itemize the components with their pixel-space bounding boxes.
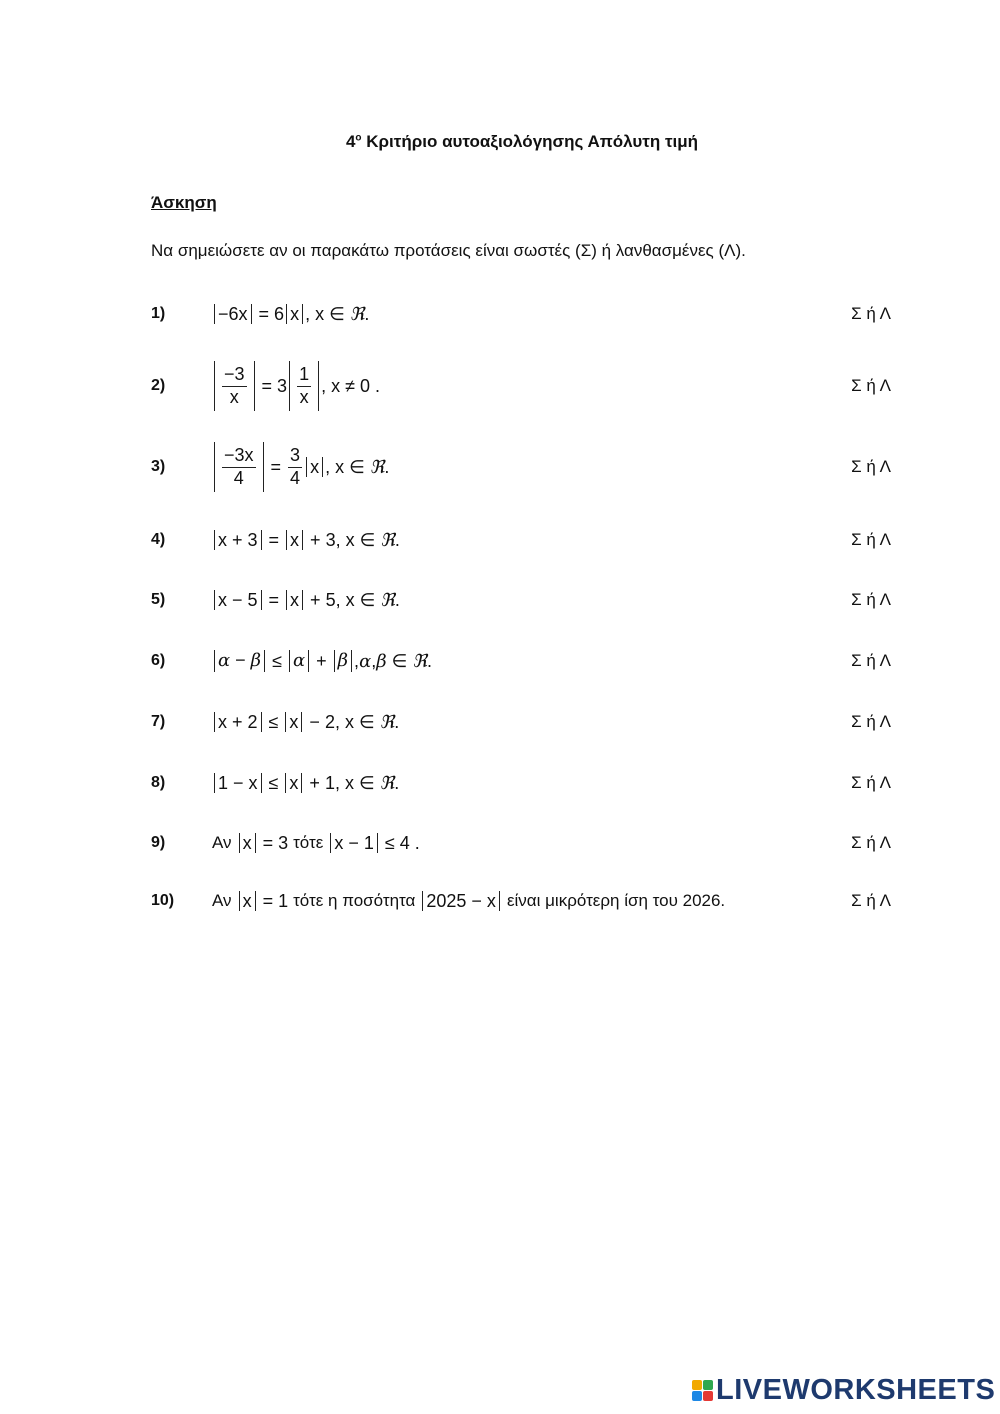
statement-5 [151, 580, 891, 620]
statement-number: 9) [151, 834, 166, 851]
statement-4 [151, 520, 891, 560]
page-title: $4^o$ Κριτήριο αυτοαξιολόγησης Απόλυτη τιμή [345, 132, 699, 151]
math-expression: x + 2 ≤ x − 2, x ∈ ℜ . [212, 702, 399, 742]
true-false-answer[interactable]: Σ ή Λ [851, 833, 891, 852]
statement-number: 4) [151, 531, 166, 548]
statement-number: 8) [151, 774, 166, 791]
statement-number: 10) [151, 892, 175, 909]
true-false-answer[interactable]: Σ ή Λ [851, 530, 891, 549]
statement-2 [151, 363, 891, 407]
true-false-answer[interactable]: Σ ή Λ [851, 712, 891, 731]
math-expression: x − 5 = x + 5, x ∈ ℜ . [212, 580, 400, 620]
statement-9 [151, 823, 891, 863]
logo-text: LIVEWORKSHEETS [716, 1373, 996, 1406]
statement-number: 5) [151, 591, 166, 608]
true-false-answer[interactable]: Σ ή Λ [851, 651, 891, 670]
statement-8 [151, 763, 891, 803]
logo-icon [692, 1380, 713, 1401]
statement-number: 6) [151, 652, 166, 669]
instructions: Να σημειώσετε αν οι παρακάτω προτάσεις είναι σωστές (Σ) ή λανθασμένες (Λ). [151, 241, 746, 260]
true-false-answer[interactable]: Σ ή Λ [851, 376, 891, 395]
statement-6 [151, 641, 891, 681]
true-false-answer[interactable]: Σ ή Λ [851, 590, 891, 609]
math-expression: α − β ≤ α + β , α , β ∈ ℜ . [212, 641, 432, 681]
statement-number: 1) [151, 305, 166, 322]
true-false-answer[interactable]: Σ ή Λ [851, 773, 891, 792]
statement-3 [151, 444, 891, 488]
true-false-answer[interactable]: Σ ή Λ [851, 457, 891, 476]
math-expression: −6x = 6 x , x ∈ ℜ . [212, 294, 369, 334]
statement-number: 2) [151, 377, 166, 394]
math-expression: Αν x = 1 τότε η ποσότητα 2025 − x είναι μικρότερη ίση του 2026. [212, 890, 726, 911]
math-expression: $\frac{-3x}{4}$ = $\frac{3}{4}$ x , x ∈ ℜ . [212, 447, 389, 487]
statement-7 [151, 702, 891, 742]
exercise-heading: Άσκηση [151, 193, 217, 212]
true-false-answer[interactable]: Σ ή Λ [851, 304, 891, 323]
math-expression: 1 − x ≤ x + 1, x ∈ ℜ . [212, 763, 399, 803]
statement-number: 7) [151, 713, 166, 730]
math-expression: $\frac{-3}{x}$ = 3 $\frac{1}{x}$ , x ≠ 0 . [212, 366, 380, 406]
math-expression: x + 3 = x + 3, x ∈ ℜ . [212, 520, 400, 560]
math-expression: Αν x = 3 τότε x − 1 ≤ 4 . [212, 832, 420, 853]
statement-1 [151, 294, 891, 334]
true-false-answer[interactable]: Σ ή Λ [851, 891, 891, 910]
statement-10 [151, 881, 891, 921]
statement-number: 3) [151, 458, 166, 475]
liveworksheets-logo [692, 1374, 995, 1406]
